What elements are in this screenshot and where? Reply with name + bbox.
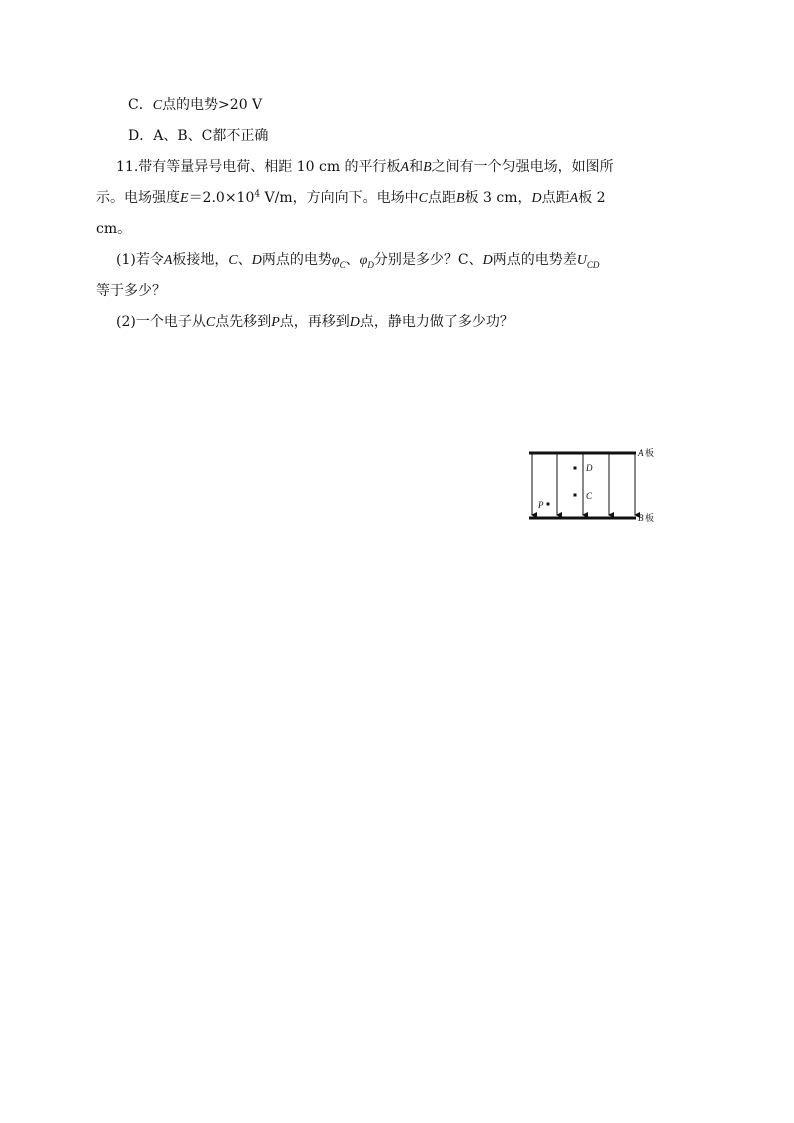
part1-var-c: C [228,253,238,268]
question-part2 [116,312,514,333]
part1-f: 分别是多少？C、 [373,252,483,268]
part1-var-d2: D [482,253,493,268]
stem-line2-e: 板 3 cm， [464,190,532,206]
part1-phi-c: φ [331,253,340,268]
stem-line2-exponent: 4 [254,189,261,200]
option-c [128,95,262,116]
part1-phi-d: φ [359,253,368,268]
label-plate-b-letter: B [638,513,644,523]
question-stem-line2 [96,188,606,209]
stem-line3: cm。 [96,221,132,237]
question-stem-line1 [116,157,614,178]
part2-a: (2)一个电子从 [116,314,206,330]
part1-var-d: D [251,253,262,268]
question-part1-line1 [116,250,599,271]
part2-b: 点先移到 [215,314,272,330]
stem-line2-d: 点距 [428,190,457,206]
part1-c: 、 [237,252,252,268]
label-p: P [538,500,544,510]
part2-var-p: P [271,315,280,330]
parallel-plate-diagram [520,446,665,528]
stem-line2-c: V/m，方向向下。电场中 [260,190,419,206]
part2-d: 点，静电力做了多少功？ [359,314,514,330]
part1-g: 两点的电势差 [492,252,577,268]
part1-b: 板接地， [172,252,229,268]
stem-line1-var-b: B [423,160,432,175]
option-d-text: D．A、B、C都不正确 [128,128,269,144]
label-c: C [586,491,593,501]
stem-line2-var-a: A [569,191,579,206]
part1-line2: 等于多少？ [96,283,166,299]
stem-line1-b: 和 [409,159,424,175]
part2-c: 点，再移到 [279,314,350,330]
stem-line1-c: 之间有一个匀强电场，如图所 [431,159,614,175]
option-c-prefix: C． [128,97,153,113]
point-c-dot [574,494,577,497]
part1-e: 、 [345,252,360,268]
option-c-text: 点的电势>20 V [162,97,263,113]
stem-line2-var-d: D [531,191,542,206]
label-plate-a-letter: A [638,448,644,458]
stem-line2-var-b: B [456,191,465,206]
option-c-var: C [152,98,163,113]
stem-line1-var-a: A [400,160,410,175]
question-part1-line2 [96,281,166,301]
label-plate-a-text: 板 [645,448,655,458]
part1-u-sub: CD [586,259,600,270]
question-number: 11. [116,159,139,175]
point-p-dot [547,503,550,506]
stem-line2-g: 板 2 [578,190,606,206]
question-stem-line3 [96,219,131,239]
part1-d: 两点的电势 [261,252,332,268]
part1-u: U [576,253,587,268]
stem-line1-a: 带有等量异号电荷、相距 10 cm 的平行板 [138,159,401,175]
part1-phi-d-sub: D [367,259,374,270]
label-plate-b-text: 板 [645,513,655,523]
stem-line2-var-e: E [180,191,189,206]
stem-line2-var-c: C [418,191,429,206]
part2-var-c: C [205,315,216,330]
stem-line2-a: 示。电场强度 [96,190,180,206]
part1-phi-c-sub: C [339,259,346,270]
part1-a: (1)若令 [116,252,164,268]
stem-line2-f: 点距 [541,190,570,206]
option-d [128,126,268,146]
label-d: D [586,463,593,473]
part2-var-d: D [349,315,360,330]
stem-line2-b: ＝2.0×10 [188,190,255,206]
part1-var-a: A [163,253,173,268]
point-d-dot [574,467,577,470]
